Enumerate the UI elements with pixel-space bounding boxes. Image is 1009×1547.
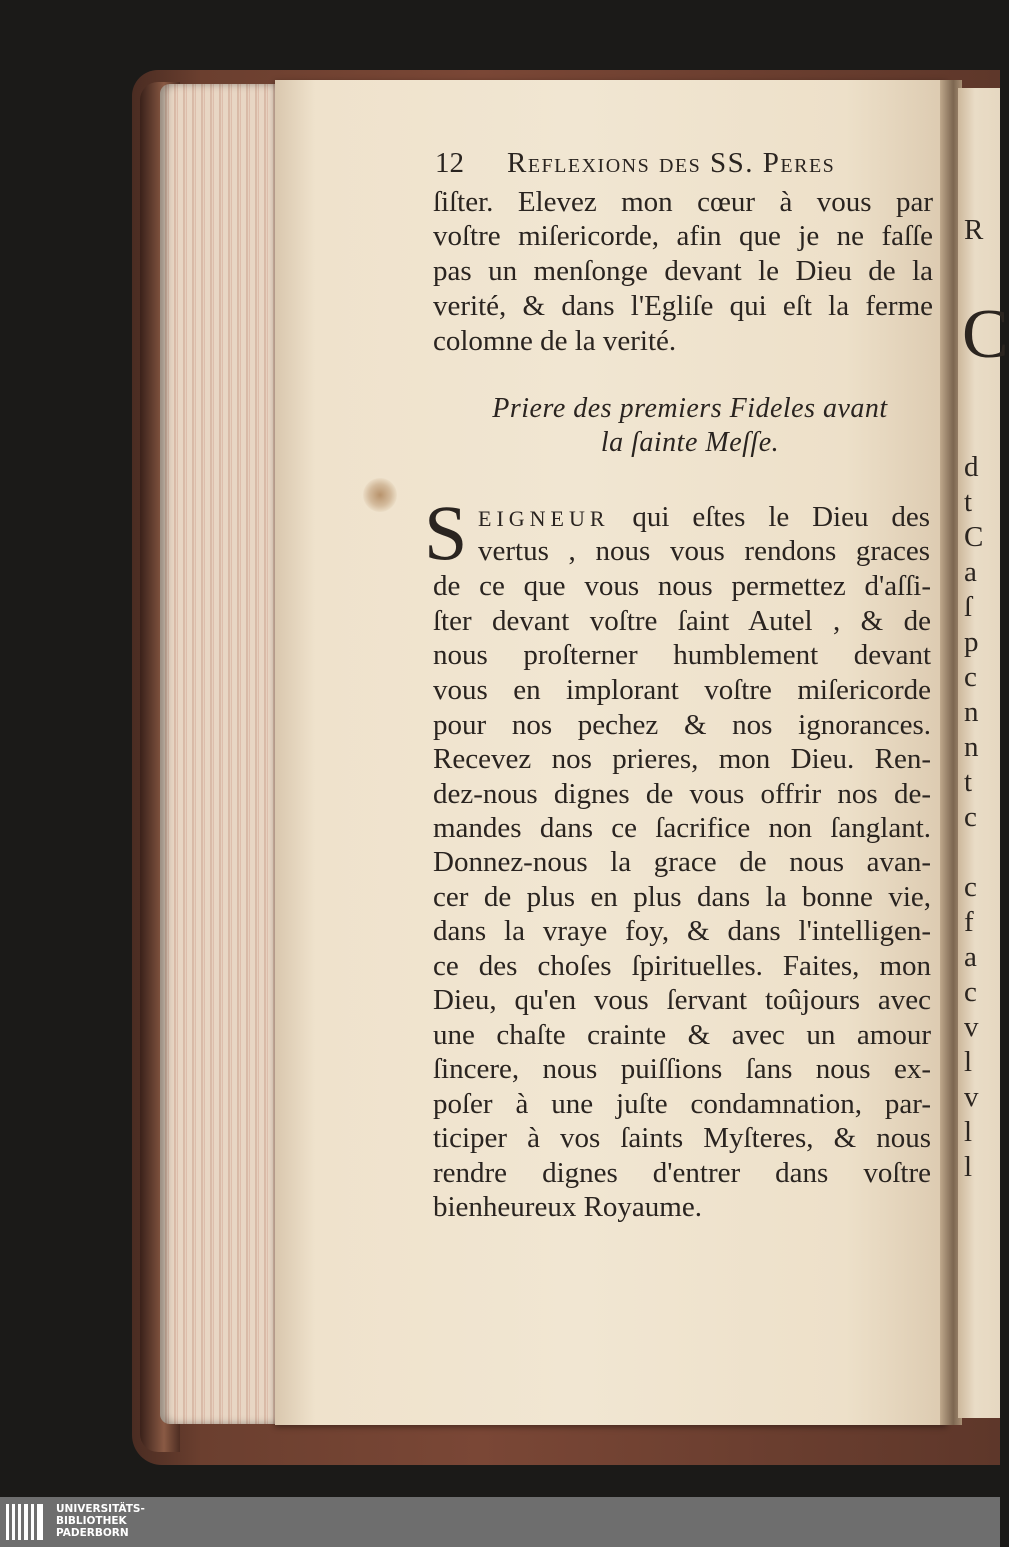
next-page-letter: c (964, 976, 977, 1008)
library-name (56, 1503, 145, 1539)
next-page-edge (958, 88, 1009, 1418)
library-logo-icon (6, 1504, 50, 1540)
text-line: ſter devant voſtre ſaint Autel , & de (433, 605, 931, 637)
next-page-letter: d (964, 451, 979, 483)
text-line: de ce que vous nous permettez d'aſſi- (433, 570, 931, 602)
next-page-letter: a (964, 941, 977, 973)
first-word: EIGNEUR (478, 506, 610, 531)
text-line: vertus , nous vous rendons graces (478, 535, 930, 567)
next-page-letter: ſ (964, 591, 973, 623)
running-head (435, 147, 905, 183)
text-line: ſincere, nous puiſſions ſans nous ex- (433, 1053, 931, 1085)
next-page-letter: l (964, 1116, 973, 1148)
text-line: ſiſter. Elevez mon cœur à vous par (433, 186, 933, 218)
text-line: nous proſterner humblement devant (433, 639, 931, 671)
first-line-rest: qui eſtes le Dieu des (632, 501, 930, 533)
next-page-letter: a (964, 556, 977, 588)
text-line-first (478, 500, 930, 536)
text-line: ce des choſes ſpirituelles. Faites, mon (433, 950, 931, 982)
text-line: mandes dans ce ſacrifice non ſanglant. (433, 812, 931, 844)
text-line: Donnez-nous la grace de nous avan- (433, 846, 931, 878)
page-number: 12 (435, 147, 464, 179)
next-page-letter: n (964, 696, 979, 728)
next-page-letter: c (964, 801, 977, 833)
library-name-line: PADERBORN (56, 1527, 129, 1539)
next-page-letter: f (964, 906, 974, 938)
next-page-letter: l (964, 1151, 973, 1183)
drop-cap: S (424, 489, 468, 576)
library-footer (0, 1497, 1000, 1547)
library-name-line: BIBLIOTHEK (56, 1515, 127, 1527)
next-page-letter: R (964, 214, 984, 246)
text-line: rendre dignes d'entrer dans voſtre (433, 1157, 931, 1189)
next-page-letter: c (964, 871, 977, 903)
text-line: pour nos pechez & nos ignorances. (433, 709, 931, 741)
page-fore-edge (160, 84, 288, 1424)
next-page-letter: t (964, 486, 973, 518)
text-line: une chaſte crainte & avec un amour (433, 1019, 931, 1051)
section-heading: la ſainte Meſſe. (600, 427, 780, 458)
text-line: pas un menſonge devant le Dieu de la (433, 255, 933, 287)
text-line: poſer à une juſte condamnation, par- (433, 1088, 931, 1120)
text-line: cer de plus en plus dans la bonne vie, (433, 881, 931, 913)
text-line: dans la vraye foy, & dans l'intelligen- (433, 915, 931, 947)
text-line: bienheureux Royaume. (433, 1191, 702, 1223)
running-title: Reflexions des SS. Peres (507, 147, 836, 179)
text-line: voſtre miſericorde, afin que je ne faſſe (433, 220, 933, 252)
next-page-letter: c (964, 661, 977, 693)
next-page-letter: p (964, 626, 979, 658)
text-line: Dieu, qu'en vous ſervant toûjours avec (433, 984, 931, 1016)
next-page-letter: t (964, 766, 973, 798)
next-page-letter: C (964, 521, 984, 553)
text-line: vous en implorant voſtre miſericorde (433, 674, 931, 706)
text-line: ticiper à vos ſaints Myſteres, & nous (433, 1122, 931, 1154)
section-heading: Priere des premiers Fideles avant (492, 393, 888, 424)
next-page-letter: l (964, 1046, 973, 1078)
library-name-line: UNIVERSITÄTS- (56, 1503, 145, 1515)
text-line: dez-nous dignes de vous offrir nos de- (433, 778, 931, 810)
next-page-letter: v (964, 1081, 979, 1113)
next-page-letter: n (964, 731, 979, 763)
text-line: colomne de la verité. (433, 325, 677, 357)
next-page-dropcap: C (962, 296, 1009, 373)
text-line: Recevez nos prieres, mon Dieu. Ren- (433, 743, 931, 775)
next-page-letter: v (964, 1011, 979, 1043)
foxing-stain (363, 478, 397, 512)
text-line: verité, & dans l'Egliſe qui eſt la ferme (433, 290, 933, 322)
